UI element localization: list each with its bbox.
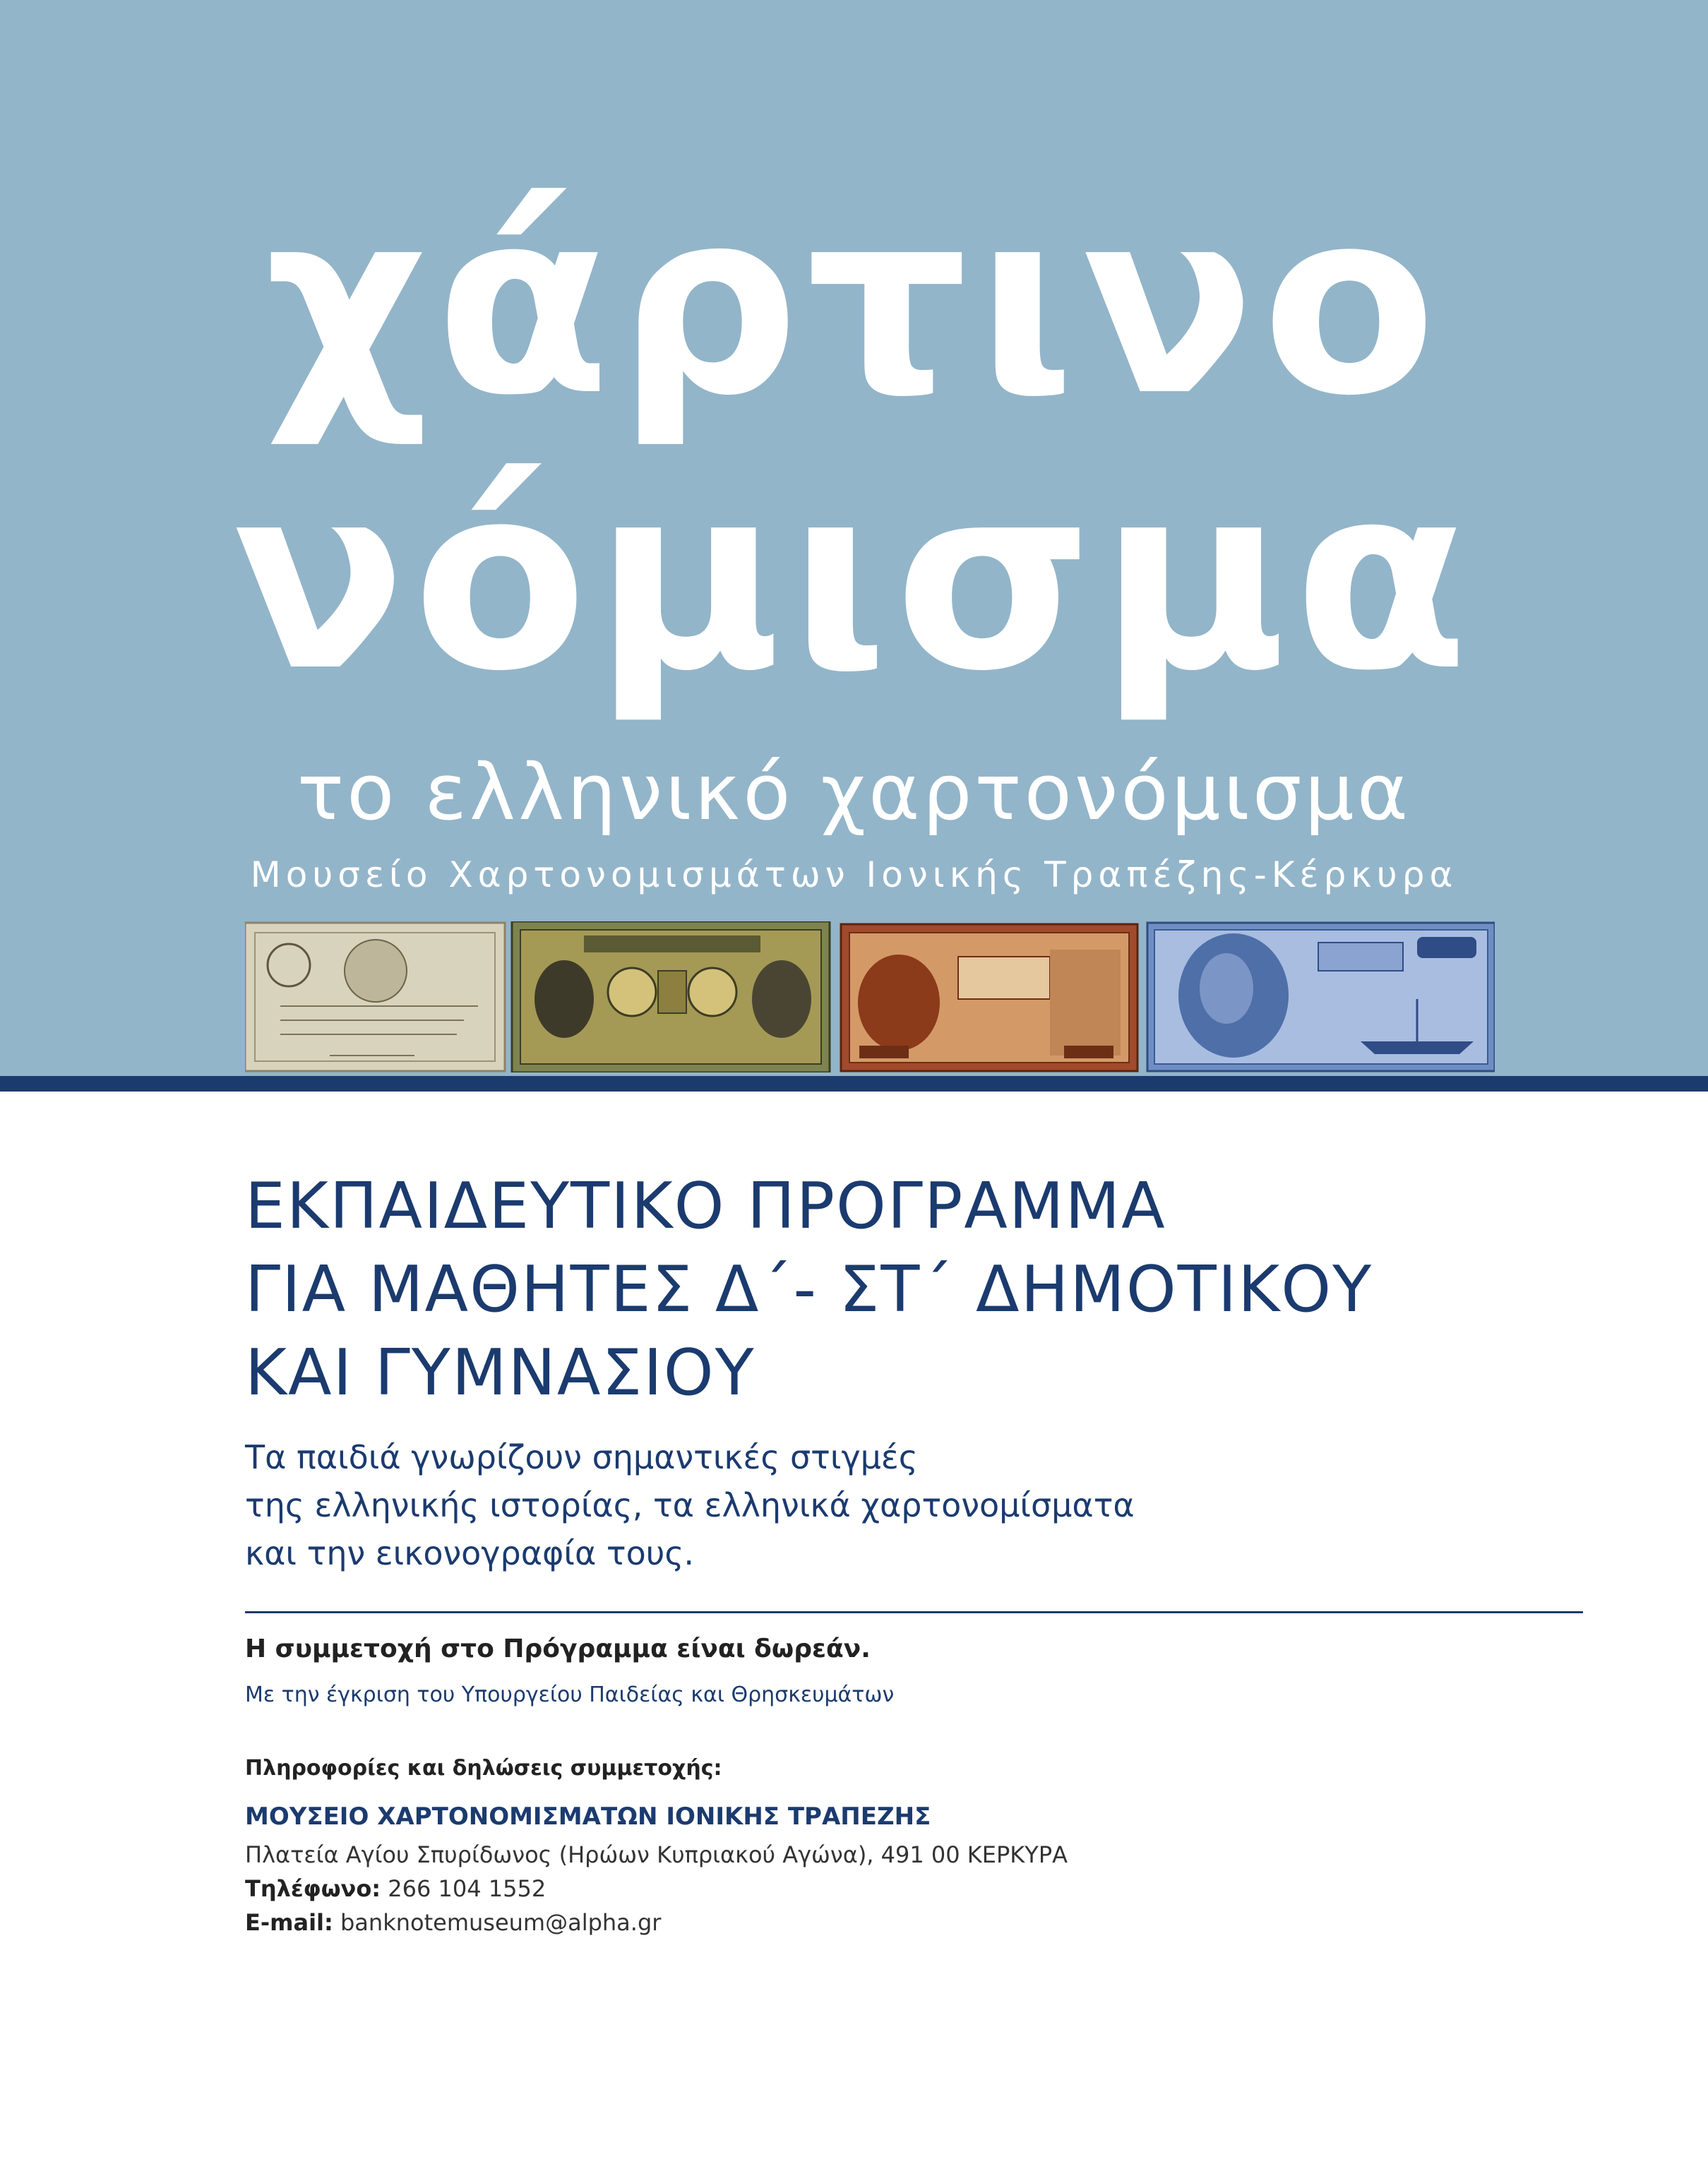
address: Πλατεία Αγίου Σπυρίδωνος (Ηρώων Κυπριακού Αγώνα), 491 00 ΚΕΡΚΥΡΑ xyxy=(245,1841,1068,1868)
banknote-strip xyxy=(245,921,1495,1072)
email-address[interactable]: banknotemuseum@alpha.gr xyxy=(340,1909,662,1936)
ministry-approval-note: Με την έγκριση του Υπουργείου Παιδείας και Θρησκευμάτων xyxy=(245,1682,895,1707)
hero-banner xyxy=(0,0,1708,1076)
contact-label: Πληροφορίες και δηλώσεις συμμετοχής: xyxy=(245,1756,722,1781)
hero-museum-line: Μουσείο Χαρτονομισμάτων Ιονικής Τραπέζης-Κέρκυρα xyxy=(250,854,1458,895)
hero-title-line1: χάρτινο xyxy=(264,155,1444,451)
intro-line: και την εικονογραφία τους. xyxy=(245,1534,694,1572)
section-divider xyxy=(245,1611,1583,1613)
banknote-4 xyxy=(1147,923,1495,1071)
phone-row xyxy=(245,1872,1068,1906)
phone-label: Τηλέφωνο: xyxy=(245,1875,381,1902)
program-title xyxy=(245,1165,1657,1415)
hero-subtitle: το ελληνικό χαρτονόμισμα xyxy=(297,747,1411,837)
phone-number[interactable]: 266 104 1552 xyxy=(388,1875,547,1902)
banknote-images xyxy=(245,921,1495,1072)
intro-line: Τα παιδιά γνωρίζουν σημαντικές στιγμές xyxy=(245,1438,918,1476)
navy-rule-band xyxy=(0,1076,1708,1092)
banknote-1 xyxy=(245,923,505,1071)
program-title-line: ΕΚΠΑΙΔΕΥΤΙΚΟ ΠΡΟΓΡΑΜΜΑ xyxy=(245,1169,1166,1243)
museum-name: ΜΟΥΣΕΙΟ ΧΑΡΤΟΝΟΜΙΣΜΑΤΩΝ ΙΟΝΙΚΗΣ ΤΡΑΠΕΖΗΣ xyxy=(245,1803,931,1831)
email-row xyxy=(245,1906,1068,1939)
program-title-line: ΓΙΑ ΜΑΘΗΤΕΣ Δ΄- ΣΤ΄ ΔΗΜΟΤΙΚΟΥ xyxy=(245,1253,1373,1327)
contact-details xyxy=(245,1838,1068,1939)
free-participation-note: Η συμμετοχή στο Πρόγραμμα είναι δωρεάν. xyxy=(245,1634,871,1663)
program-intro xyxy=(245,1433,1587,1577)
hero-title-line2: νόμισμα xyxy=(232,431,1476,727)
intro-line: της ελληνικής ιστορίας, τα ελληνικά χαρτονομίσματα xyxy=(245,1486,1135,1524)
email-label: E-mail: xyxy=(245,1909,333,1936)
banknote-2 xyxy=(512,921,830,1072)
banknote-3 xyxy=(841,924,1137,1071)
program-title-line: ΚΑΙ ΓΥΜΝΑΣΙΟΥ xyxy=(245,1336,756,1410)
